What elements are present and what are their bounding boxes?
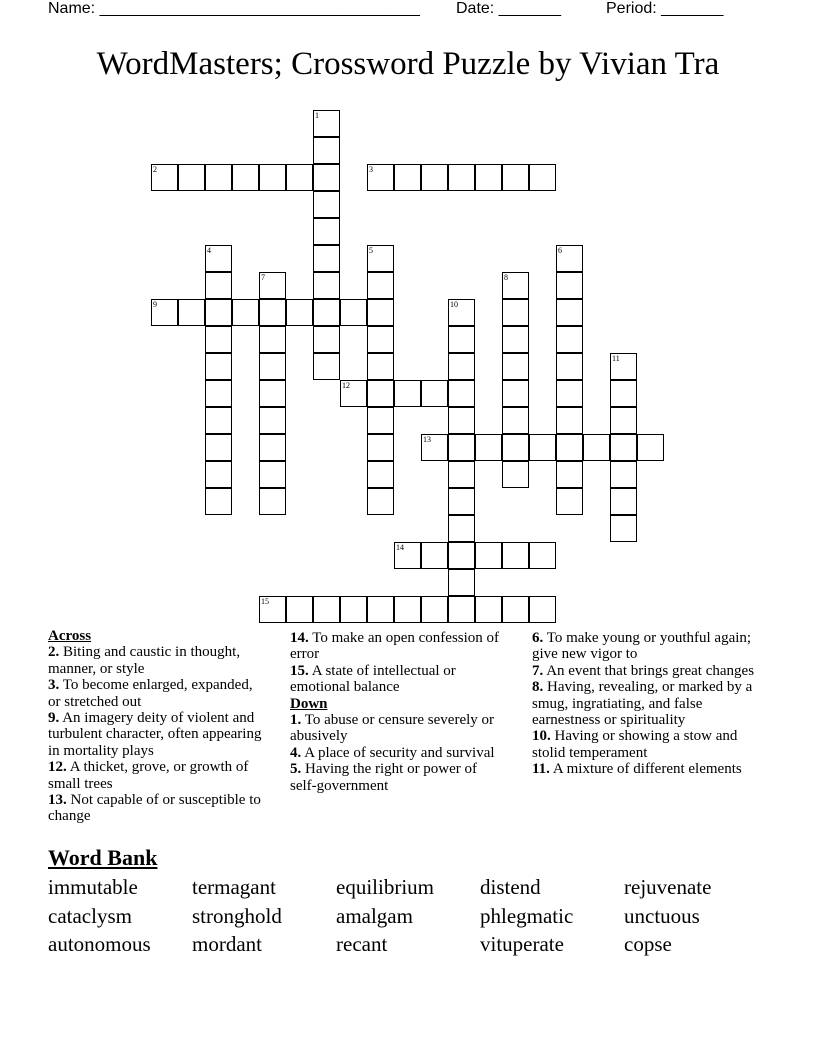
crossword-cell[interactable] — [556, 407, 583, 434]
crossword-cell[interactable] — [286, 164, 313, 191]
page-title: WordMasters; Crossword Puzzle by Vivian Tra — [96, 46, 720, 82]
crossword-cell[interactable] — [475, 434, 502, 461]
crossword-cell[interactable] — [205, 164, 232, 191]
crossword-cell[interactable] — [502, 299, 529, 326]
crossword-cell[interactable] — [205, 353, 232, 380]
word-bank-item: cataclysm — [48, 904, 132, 928]
crossword-cell[interactable] — [610, 434, 637, 461]
clue-number: 9 — [153, 300, 157, 309]
clue-column-3 — [532, 628, 762, 778]
crossword-cell[interactable] — [610, 407, 637, 434]
crossword-cell[interactable] — [610, 515, 637, 542]
crossword-cell[interactable] — [475, 164, 502, 191]
crossword-cell[interactable] — [394, 164, 421, 191]
crossword-cell[interactable] — [313, 326, 340, 353]
crossword-cell[interactable] — [421, 434, 448, 461]
clue-across-15: 15. A state of intellectual or emotional balance — [290, 662, 456, 696]
clue-number: 2 — [153, 165, 157, 174]
crossword-cell[interactable] — [259, 164, 286, 191]
clue-number: 8 — [504, 273, 508, 282]
word-bank-heading: Word Bank — [48, 845, 158, 870]
crossword-cell[interactable] — [259, 299, 286, 326]
crossword-cell[interactable] — [448, 299, 475, 326]
across-heading: Across — [48, 628, 92, 644]
crossword-cell[interactable] — [556, 299, 583, 326]
crossword-cell[interactable] — [340, 596, 367, 623]
clue-column-1 — [48, 628, 268, 825]
crossword-cell[interactable] — [313, 353, 340, 380]
crossword-cell[interactable] — [556, 380, 583, 407]
crossword-cell[interactable] — [394, 596, 421, 623]
crossword-cell[interactable] — [610, 461, 637, 488]
clue-down-1: 1. To abuse or censure severely or abusively — [290, 712, 495, 745]
crossword-cell[interactable] — [286, 299, 313, 326]
crossword-cell[interactable] — [286, 596, 313, 623]
crossword-cell[interactable] — [502, 380, 529, 407]
word-bank-item: mordant — [192, 932, 262, 956]
clue-number: 4 — [207, 246, 211, 255]
crossword-cell[interactable] — [367, 164, 394, 191]
clue-number: 12 — [342, 381, 350, 390]
crossword-cell[interactable] — [151, 299, 178, 326]
crossword-cell[interactable] — [394, 542, 421, 569]
crossword-cell[interactable] — [556, 434, 583, 461]
crossword-cell[interactable] — [448, 569, 475, 596]
crossword-cell[interactable] — [502, 164, 529, 191]
crossword-cell[interactable] — [205, 461, 232, 488]
crossword-cell[interactable] — [151, 164, 178, 191]
crossword-cell[interactable] — [637, 434, 664, 461]
word-bank-item: recant — [336, 932, 388, 956]
crossword-cell[interactable] — [313, 299, 340, 326]
crossword-cell[interactable] — [475, 542, 502, 569]
crossword-cell[interactable] — [529, 596, 556, 623]
crossword-cell[interactable] — [259, 353, 286, 380]
clue-number: 13 — [423, 435, 431, 444]
clue-number: 14 — [396, 543, 404, 552]
clue-down-7: 7. An event that brings great changes — [532, 662, 755, 679]
crossword-cell[interactable] — [610, 488, 637, 515]
clue-number: 15 — [261, 597, 269, 606]
crossword-cell[interactable] — [394, 380, 421, 407]
clue-column-2 — [290, 628, 500, 794]
clue-down-5: 5. Having the right or power of self-government — [290, 761, 478, 794]
crossword-cell[interactable] — [502, 272, 529, 299]
clue-number: 7 — [261, 273, 265, 282]
crossword-cell[interactable] — [259, 434, 286, 461]
crossword-cell[interactable] — [556, 272, 583, 299]
crossword-cell[interactable] — [205, 245, 232, 272]
period-field[interactable]: Period: _______ — [606, 0, 724, 17]
date-field[interactable]: Date: _______ — [456, 0, 561, 17]
crossword-cell[interactable] — [583, 434, 610, 461]
crossword-cell[interactable] — [232, 299, 259, 326]
crossword-cell[interactable] — [502, 407, 529, 434]
crossword-cell[interactable] — [367, 488, 394, 515]
crossword-cell[interactable] — [367, 461, 394, 488]
crossword-cell[interactable] — [205, 272, 232, 299]
crossword-cell[interactable] — [313, 596, 340, 623]
clue-down-10: 10. Having or showing a stow and stolid temperament — [532, 728, 738, 761]
clue-down-6: 6. To make young or youthful again; give new vigor to — [532, 630, 752, 663]
crossword-cell[interactable] — [259, 326, 286, 353]
crossword-cell[interactable] — [313, 110, 340, 137]
crossword-cell[interactable] — [502, 542, 529, 569]
crossword-cell[interactable] — [259, 488, 286, 515]
crossword-cell[interactable] — [205, 488, 232, 515]
crossword-cell[interactable] — [448, 434, 475, 461]
word-bank-item: phlegmatic — [480, 904, 574, 928]
crossword-cell[interactable] — [448, 596, 475, 623]
crossword-cell[interactable] — [556, 353, 583, 380]
word-bank-item: distend — [480, 875, 541, 899]
crossword-cell[interactable] — [556, 461, 583, 488]
crossword-cell[interactable] — [367, 407, 394, 434]
word-bank-item: copse — [624, 932, 672, 956]
crossword-cell[interactable] — [313, 137, 340, 164]
crossword-cell[interactable] — [502, 434, 529, 461]
crossword-cell[interactable] — [610, 353, 637, 380]
crossword-cell[interactable] — [340, 380, 367, 407]
crossword-cell[interactable] — [502, 326, 529, 353]
clue-number: 5 — [369, 246, 373, 255]
crossword-cell[interactable] — [448, 326, 475, 353]
crossword-cell[interactable] — [340, 299, 367, 326]
crossword-cell[interactable] — [178, 299, 205, 326]
clue-number: 3 — [369, 165, 373, 174]
crossword-cell[interactable] — [259, 596, 286, 623]
crossword-cell[interactable] — [367, 380, 394, 407]
crossword-cell[interactable] — [367, 596, 394, 623]
clue-across-2: 2. Biting and caustic in thought, manner, or style — [48, 644, 241, 677]
clue-across-3: 3. To become enlarged, expanded, or stretched out — [48, 677, 253, 710]
crossword-cell[interactable] — [556, 245, 583, 272]
crossword-cell[interactable] — [313, 245, 340, 272]
clue-across-13: 13. Not capable of or susceptible to change — [48, 792, 261, 825]
crossword-cell[interactable] — [448, 488, 475, 515]
crossword-cell[interactable] — [313, 218, 340, 245]
crossword-cell[interactable] — [529, 542, 556, 569]
clue-number: 6 — [558, 246, 562, 255]
crossword-cell[interactable] — [367, 326, 394, 353]
crossword-cell[interactable] — [367, 245, 394, 272]
crossword-cell[interactable] — [502, 353, 529, 380]
clue-across-14: 14. To make an open confession of error — [290, 630, 500, 663]
crossword-cell[interactable] — [259, 380, 286, 407]
clue-down-11: 11. A mixture of different elements — [532, 761, 742, 778]
crossword-cell[interactable] — [205, 434, 232, 461]
crossword-cell[interactable] — [367, 434, 394, 461]
word-bank-item: autonomous — [48, 932, 151, 956]
crossword-cell[interactable] — [475, 596, 502, 623]
crossword-cell[interactable] — [421, 164, 448, 191]
crossword-cell[interactable] — [178, 164, 205, 191]
down-heading: Down — [290, 695, 328, 712]
word-bank-item: termagant — [192, 875, 276, 899]
crossword-cell[interactable] — [448, 164, 475, 191]
crossword-cell[interactable] — [259, 272, 286, 299]
crossword-cell[interactable] — [313, 164, 340, 191]
crossword-cell[interactable] — [421, 380, 448, 407]
crossword-cell[interactable] — [448, 461, 475, 488]
word-bank-item: vituperate — [480, 932, 564, 956]
crossword-cell[interactable] — [448, 407, 475, 434]
clue-number: 10 — [450, 300, 458, 309]
crossword-cell[interactable] — [232, 164, 259, 191]
crossword-cell[interactable] — [259, 461, 286, 488]
crossword-cell[interactable] — [556, 326, 583, 353]
name-field[interactable]: Name: ____________________________________ — [48, 0, 420, 17]
crossword-cell[interactable] — [259, 407, 286, 434]
clue-down-4: 4. A place of security and survival — [290, 744, 495, 761]
clue-number: 11 — [612, 354, 620, 363]
crossword-cell[interactable] — [421, 596, 448, 623]
crossword-cell[interactable] — [448, 515, 475, 542]
crossword-cell[interactable] — [367, 272, 394, 299]
crossword-cell[interactable] — [205, 380, 232, 407]
word-bank-item: amalgam — [336, 904, 413, 928]
word-bank-item: equilibrium — [336, 875, 434, 899]
crossword-cell[interactable] — [313, 272, 340, 299]
crossword-cell[interactable] — [367, 353, 394, 380]
clue-number: 1 — [315, 111, 319, 120]
crossword-cell[interactable] — [529, 434, 556, 461]
crossword-cell[interactable] — [205, 326, 232, 353]
crossword-cell[interactable] — [529, 164, 556, 191]
crossword-cell[interactable] — [205, 407, 232, 434]
crossword-cell[interactable] — [448, 353, 475, 380]
word-bank-item: immutable — [48, 875, 138, 899]
word-bank-item: rejuvenate — [624, 875, 712, 899]
crossword-cell[interactable] — [502, 461, 529, 488]
clue-across-12: 12. A thicket, grove, or growth of small trees — [48, 759, 249, 792]
crossword-cell[interactable] — [421, 542, 448, 569]
crossword-cell[interactable] — [313, 191, 340, 218]
crossword-cell[interactable] — [502, 596, 529, 623]
clue-down-8: 8. Having, revealing, or marked by a smug, ingratiating, and false earnestness or spirituality — [532, 679, 753, 729]
word-bank-item: stronghold — [192, 904, 282, 928]
crossword-cell[interactable] — [448, 542, 475, 569]
crossword-cell[interactable] — [448, 380, 475, 407]
crossword-cell[interactable] — [610, 380, 637, 407]
clue-across-9: 9. An imagery deity of violent and turbulent character, often appearing in mortality plays — [48, 710, 262, 759]
crossword-cell[interactable] — [205, 299, 232, 326]
crossword-cell[interactable] — [367, 299, 394, 326]
crossword-cell[interactable] — [556, 488, 583, 515]
word-bank-item: unctuous — [624, 904, 700, 928]
